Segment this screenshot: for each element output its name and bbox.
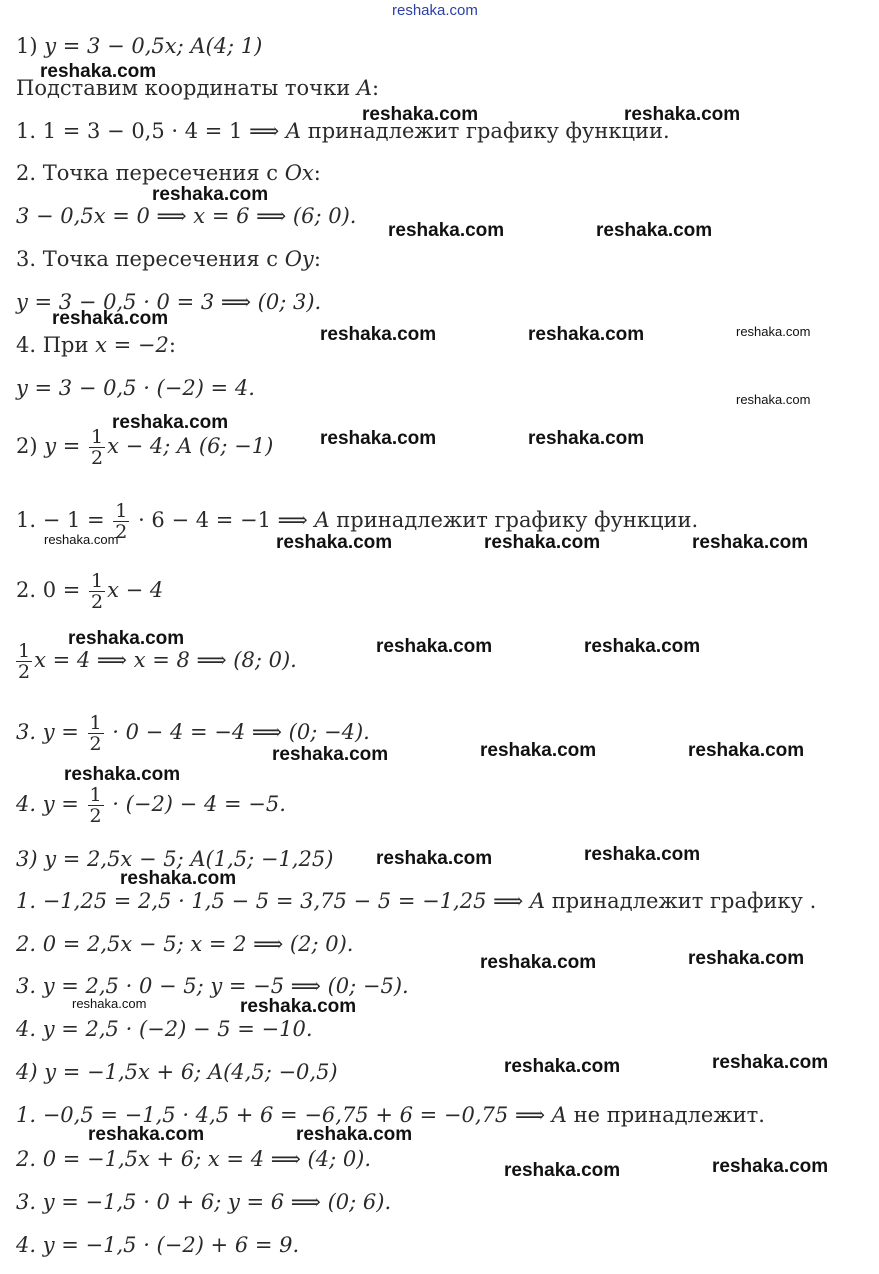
watermark: reshaka.com <box>736 324 811 339</box>
problem-1-step-2-calc: 3 − 0,5x = 0 ⟹ x = 6 ⟹ (6; 0). <box>16 204 357 228</box>
watermark: reshaka.com <box>480 740 597 761</box>
watermark: reshaka.com <box>120 868 237 889</box>
watermark: reshaka.com <box>376 848 493 869</box>
watermark: reshaka.com <box>72 996 147 1011</box>
problem-2-header: 2) y = $\frac{1}{2}$ x − 4; A (6; −1) <box>16 426 274 469</box>
problem-2-step-2: 2. 0 = $\frac{1}{2}$ x − 4 <box>16 570 164 613</box>
watermark: reshaka.com <box>376 636 493 657</box>
problem-4-step-1: 1. −0,5 = −1,5 · 4,5 + 6 = −6,75 + 6 = −0,75 ⟹ A не принадлежит. <box>16 1103 765 1127</box>
fraction: $\frac{1}{2}$ <box>91 570 104 613</box>
problem-1-step-3-calc: y = 3 − 0,5 · 0 = 3 ⟹ (0; 3). <box>16 290 322 314</box>
problem-2-step-4: 4. y = $\frac{1}{2}$ · (−2) − 4 = −5. <box>16 784 286 827</box>
problem-3-step-1: 1. −1,25 = 2,5 · 1,5 − 5 = 3,75 − 5 = −1,25 ⟹ A принадлежит графику . <box>16 889 817 913</box>
fraction: $\frac{1}{2}$ <box>89 784 102 827</box>
problem-2-step-3: 3. y = $\frac{1}{2}$ · 0 − 4 = −4 ⟹ (0; −4). <box>16 712 370 755</box>
watermark: reshaka.com <box>692 532 809 553</box>
watermark: reshaka.com <box>152 184 269 205</box>
problem-1-step-2: 2. Точка пересечения с Ox: <box>16 161 321 185</box>
problem-3-step-3: 3. y = 2,5 · 0 − 5; y = −5 ⟹ (0; −5). <box>16 974 409 998</box>
fraction: $\frac{1}{2}$ <box>115 500 128 543</box>
watermark: reshaka.com <box>40 61 157 82</box>
problem-4-step-3: 3. y = −1,5 · 0 + 6; y = 6 ⟹ (0; 6). <box>16 1190 392 1214</box>
watermark: reshaka.com <box>68 628 185 649</box>
problem-4-step-2: 2. 0 = −1,5x + 6; x = 4 ⟹ (4; 0). <box>16 1147 372 1171</box>
watermark: reshaka.com <box>504 1160 621 1181</box>
watermark: reshaka.com <box>688 948 805 969</box>
problem-3-header: 3) y = 2,5x − 5; A(1,5; −1,25) <box>16 847 334 871</box>
watermark: reshaka.com <box>388 220 505 241</box>
problem-1-step-1: 1. 1 = 3 − 0,5 · 4 = 1 ⟹ A принадлежит графику функции. <box>16 119 670 143</box>
watermark: reshaka.com <box>88 1124 205 1145</box>
problem-1-step-3: 3. Точка пересечения с Oy: <box>16 247 321 271</box>
fraction: $\frac{1}{2}$ <box>89 712 102 755</box>
problem-1-header: 1) y = 3 − 0,5x; A(4; 1) <box>16 34 263 58</box>
watermark: reshaka.com <box>240 996 357 1017</box>
watermark: reshaka.com <box>64 764 181 785</box>
problem-3-step-2: 2. 0 = 2,5x − 5; x = 2 ⟹ (2; 0). <box>16 932 354 956</box>
problem-1-step-4: 4. При x = −2: <box>16 333 176 357</box>
watermark: reshaka.com <box>584 636 701 657</box>
watermark: reshaka.com <box>528 324 645 345</box>
watermark: reshaka.com <box>44 532 119 547</box>
problem-1-step-4-calc: y = 3 − 0,5 · (−2) = 4. <box>16 376 255 400</box>
watermark: reshaka.com <box>480 952 597 973</box>
watermark: reshaka.com <box>528 428 645 449</box>
watermark: reshaka.com <box>320 428 437 449</box>
problem-4-header: 4) y = −1,5x + 6; A(4,5; −0,5) <box>16 1060 338 1084</box>
watermark: reshaka.com <box>736 392 811 407</box>
watermark: reshaka.com <box>272 744 389 765</box>
problem-2-step-1: 1. − 1 = $\frac{1}{2}$ · 6 − 4 = −1 ⟹ A принадлежит графику функции. <box>16 500 699 543</box>
watermark: reshaka.com <box>484 532 601 553</box>
watermark: reshaka.com <box>584 844 701 865</box>
watermark: reshaka.com <box>624 104 741 125</box>
watermark: reshaka.com <box>362 104 479 125</box>
watermark: reshaka.com <box>320 324 437 345</box>
watermark: reshaka.com <box>392 2 478 19</box>
watermark: reshaka.com <box>296 1124 413 1145</box>
watermark: reshaka.com <box>596 220 713 241</box>
watermark: reshaka.com <box>712 1156 829 1177</box>
watermark: reshaka.com <box>688 740 805 761</box>
problem-3-step-4: 4. y = 2,5 · (−2) − 5 = −10. <box>16 1017 313 1041</box>
watermark: reshaka.com <box>52 308 169 329</box>
watermark: reshaka.com <box>112 412 229 433</box>
watermark: reshaka.com <box>712 1052 829 1073</box>
problem-2-step-2-calc: $\frac{1}{2}$ x = 4 ⟹ x = 8 ⟹ (8; 0). <box>18 640 297 683</box>
watermark: reshaka.com <box>504 1056 621 1077</box>
problem-1-intro: Подставим координаты точки A: <box>16 76 380 100</box>
fraction: $\frac{1}{2}$ <box>91 426 104 469</box>
fraction: $\frac{1}{2}$ <box>18 640 31 683</box>
problem-4-step-4: 4. y = −1,5 · (−2) + 6 = 9. <box>16 1233 300 1257</box>
watermark: reshaka.com <box>276 532 393 553</box>
